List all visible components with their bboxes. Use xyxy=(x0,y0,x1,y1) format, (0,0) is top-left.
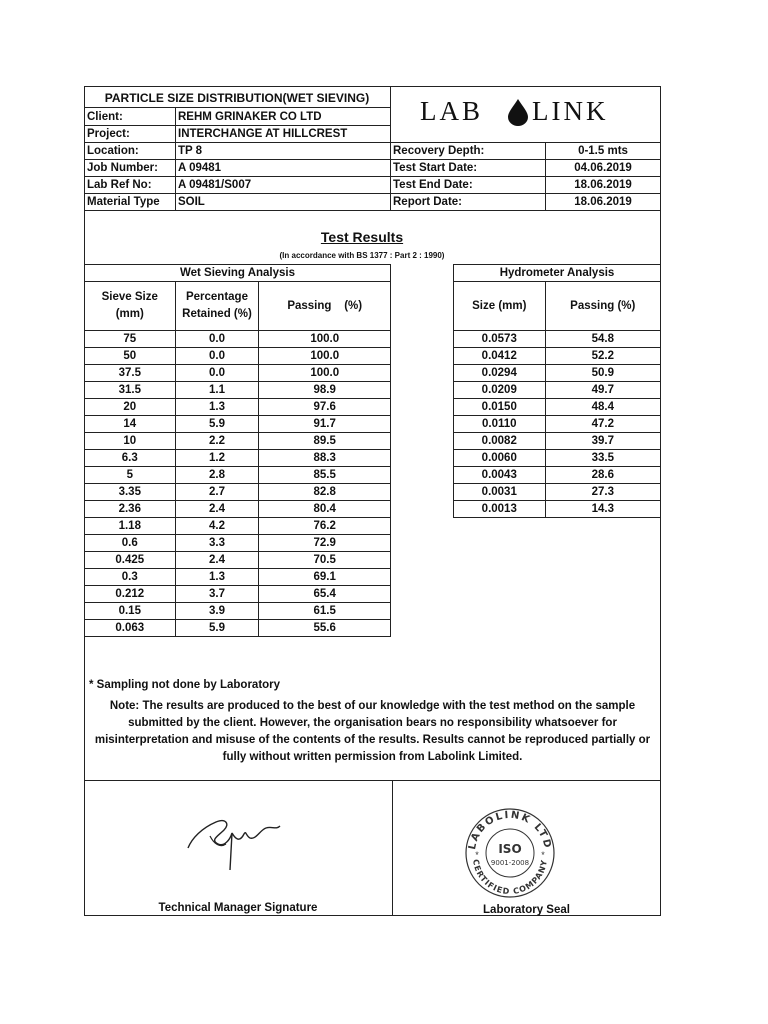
sieve-size-header-line2: (mm) xyxy=(115,308,144,320)
sieve-cell-retained: 1.2 xyxy=(175,450,259,467)
sieve-cell-sieve: 2.36 xyxy=(85,501,176,518)
sieve-cell-sieve: 31.5 xyxy=(85,382,176,399)
sieve-row xyxy=(85,535,391,552)
hydrometer-row xyxy=(454,467,661,484)
test-end-label: Test End Date: xyxy=(393,179,473,191)
hydro-cell-size: 0.0209 xyxy=(454,382,546,399)
hydrometer-body xyxy=(454,331,661,518)
sieve-cell-passing: 72.9 xyxy=(259,535,391,552)
sieve-cell-passing: 55.6 xyxy=(259,620,391,637)
sieve-cell-sieve: 0.212 xyxy=(85,586,176,603)
hydro-cell-size: 0.0294 xyxy=(454,365,546,382)
sieve-row xyxy=(85,569,391,586)
hydrometer-row xyxy=(454,331,661,348)
sieve-cell-retained: 1.3 xyxy=(175,569,259,586)
hydro-cell-passing: 27.3 xyxy=(545,484,660,501)
sieve-cell-retained: 3.9 xyxy=(175,603,259,620)
sieve-cell-retained: 4.2 xyxy=(175,518,259,535)
sieve-row xyxy=(85,331,391,348)
hydro-cell-passing: 49.7 xyxy=(545,382,660,399)
sieve-cell-retained: 2.4 xyxy=(175,501,259,518)
hydro-cell-size: 0.0150 xyxy=(454,399,546,416)
hydro-cell-passing: 14.3 xyxy=(545,501,660,518)
sieve-cell-retained: 3.3 xyxy=(175,535,259,552)
hydrometer-row xyxy=(454,501,661,518)
sieve-cell-passing: 91.7 xyxy=(259,416,391,433)
sieve-row xyxy=(85,399,391,416)
sieve-row xyxy=(85,416,391,433)
labolink-logo xyxy=(420,92,640,132)
job-number-value: A 09481 xyxy=(178,162,222,174)
project-label: Project: xyxy=(87,128,130,140)
sieve-cell-passing: 100.0 xyxy=(259,365,391,382)
recovery-depth-label: Recovery Depth: xyxy=(393,145,485,157)
sieve-cell-passing: 65.4 xyxy=(259,586,391,603)
material-type-label: Material Type xyxy=(87,196,160,208)
seal-iso: ISO xyxy=(498,842,522,856)
header-rule xyxy=(84,107,390,108)
sieve-size-header xyxy=(85,282,176,331)
sieve-row xyxy=(85,348,391,365)
seal-star-right-icon: * xyxy=(541,850,545,860)
recovery-depth-value: 0-1.5 mts xyxy=(578,145,628,157)
sieve-cell-passing: 61.5 xyxy=(259,603,391,620)
hydrometer-row xyxy=(454,450,661,467)
logo-text-right: LINK xyxy=(532,96,609,126)
hydrometer-row xyxy=(454,382,661,399)
passing-header: Passing (%) xyxy=(259,282,391,331)
footer-divider xyxy=(392,780,393,916)
sieve-row xyxy=(85,433,391,450)
sieve-cell-sieve: 0.15 xyxy=(85,603,176,620)
test-start-value: 04.06.2019 xyxy=(574,162,632,174)
sieve-cell-sieve: 6.3 xyxy=(85,450,176,467)
sieve-cell-sieve: 37.5 xyxy=(85,365,176,382)
hydro-cell-passing: 50.9 xyxy=(545,365,660,382)
sieve-cell-retained: 1.3 xyxy=(175,399,259,416)
hydro-cell-size: 0.0573 xyxy=(454,331,546,348)
sieve-cell-sieve: 5 xyxy=(85,467,176,484)
hydro-cell-passing: 54.8 xyxy=(545,331,660,348)
sieve-cell-retained: 5.9 xyxy=(175,416,259,433)
test-results-title: Test Results xyxy=(320,229,404,245)
report-date-value: 18.06.2019 xyxy=(574,196,632,208)
sieve-row xyxy=(85,365,391,382)
sieve-cell-sieve: 1.18 xyxy=(85,518,176,535)
seal-bottom-text: CERTIFIED COMPANY xyxy=(470,858,550,897)
hydro-cell-size: 0.0082 xyxy=(454,433,546,450)
sieve-cell-passing: 85.5 xyxy=(259,467,391,484)
client-value: REHM GRINAKER CO LTD xyxy=(178,111,322,123)
drop-icon xyxy=(506,98,530,126)
hydro-passing-header: Passing (%) xyxy=(545,282,660,331)
sieve-cell-sieve: 0.063 xyxy=(85,620,176,637)
logo-text-left: LAB xyxy=(420,96,483,126)
seal-top-text: LABOLINK LTD xyxy=(467,809,554,851)
sieve-row xyxy=(85,484,391,501)
sieve-cell-sieve: 20 xyxy=(85,399,176,416)
job-number-label: Job Number: xyxy=(87,162,158,174)
sieve-row xyxy=(85,501,391,518)
sieve-cell-retained: 1.1 xyxy=(175,382,259,399)
hydro-size-header: Size (mm) xyxy=(454,282,546,331)
sieve-row xyxy=(85,603,391,620)
sieve-cell-passing: 80.4 xyxy=(259,501,391,518)
sieve-cell-retained: 0.0 xyxy=(175,331,259,348)
wet-sieving-body xyxy=(85,331,391,637)
sieve-cell-retained: 2.7 xyxy=(175,484,259,501)
hydrometer-row xyxy=(454,348,661,365)
hydro-cell-passing: 47.2 xyxy=(545,416,660,433)
note-line-2: submitted by the client. However, the organisation bears no responsibility whatsoever for xyxy=(128,717,617,729)
hydrometer-row xyxy=(454,416,661,433)
sieve-cell-sieve: 0.6 xyxy=(85,535,176,552)
hydro-cell-size: 0.0013 xyxy=(454,501,546,518)
sieve-cell-passing: 76.2 xyxy=(259,518,391,535)
header-divider xyxy=(390,86,391,210)
sieve-row xyxy=(85,620,391,637)
location-value: TP 8 xyxy=(178,145,203,157)
seal-star-left-icon: * xyxy=(475,850,479,860)
seal-graphic xyxy=(455,803,565,898)
hydro-cell-size: 0.0110 xyxy=(454,416,546,433)
seal-label: Laboratory Seal xyxy=(483,904,570,916)
wet-sieving-title: Wet Sieving Analysis xyxy=(85,265,391,282)
report-date-label: Report Date: xyxy=(393,196,463,208)
sieve-cell-retained: 0.0 xyxy=(175,365,259,382)
test-end-value: 18.06.2019 xyxy=(574,179,632,191)
hydro-cell-passing: 39.7 xyxy=(545,433,660,450)
header-divider xyxy=(175,107,176,210)
hydrometer-table xyxy=(453,264,661,518)
wet-sieving-table xyxy=(84,264,391,637)
sieve-cell-retained: 2.4 xyxy=(175,552,259,569)
sieve-cell-passing: 97.6 xyxy=(259,399,391,416)
sieve-row xyxy=(85,450,391,467)
hydrometer-title: Hydrometer Analysis xyxy=(454,265,661,282)
retained-header xyxy=(175,282,259,331)
sieve-cell-passing: 88.3 xyxy=(259,450,391,467)
sieve-row xyxy=(85,382,391,399)
sieve-cell-passing: 98.9 xyxy=(259,382,391,399)
sieve-cell-sieve: 75 xyxy=(85,331,176,348)
test-start-label: Test Start Date: xyxy=(393,162,478,174)
material-type-value: SOIL xyxy=(178,196,205,208)
location-label: Location: xyxy=(87,145,139,157)
hydrometer-header-row xyxy=(454,282,661,331)
footer-rule xyxy=(84,780,661,781)
hydrometer-row xyxy=(454,484,661,501)
sieve-cell-sieve: 14 xyxy=(85,416,176,433)
sieve-row xyxy=(85,586,391,603)
sampling-note: * Sampling not done by Laboratory xyxy=(89,679,281,691)
hydro-cell-size: 0.0043 xyxy=(454,467,546,484)
laboratory-seal xyxy=(455,803,565,898)
sieve-cell-sieve: 0.3 xyxy=(85,569,176,586)
sieve-cell-passing: 69.1 xyxy=(259,569,391,586)
sieve-cell-retained: 3.7 xyxy=(175,586,259,603)
hydro-cell-passing: 33.5 xyxy=(545,450,660,467)
sieve-row xyxy=(85,552,391,569)
sieve-cell-passing: 70.5 xyxy=(259,552,391,569)
hydro-cell-size: 0.0412 xyxy=(454,348,546,365)
wet-sieving-header-row xyxy=(85,282,391,331)
sieve-cell-retained: 0.0 xyxy=(175,348,259,365)
standard-note: (In accordance with BS 1377 : Part 2 : 1990) xyxy=(279,251,445,260)
hydrometer-row xyxy=(454,365,661,382)
sieve-cell-sieve: 0.425 xyxy=(85,552,176,569)
hydrometer-row xyxy=(454,399,661,416)
hydro-cell-passing: 28.6 xyxy=(545,467,660,484)
sieve-cell-passing: 82.8 xyxy=(259,484,391,501)
sieve-cell-retained: 2.8 xyxy=(175,467,259,484)
hydrometer-row xyxy=(454,433,661,450)
note-line-3: misinterpretation and misuse of the contents of the results. Results cannot be reproduced partially or xyxy=(94,734,651,746)
signature-image xyxy=(180,800,290,875)
retained-header-line1: Percentage xyxy=(185,291,248,303)
retained-header-line2: Retained (%) xyxy=(182,308,252,320)
sieve-cell-retained: 5.9 xyxy=(175,620,259,637)
header-rule xyxy=(84,210,661,211)
project-value: INTERCHANGE AT HILLCREST xyxy=(178,128,348,140)
lab-ref-label: Lab Ref No: xyxy=(87,179,152,191)
sieve-cell-retained: 2.2 xyxy=(175,433,259,450)
hydro-cell-size: 0.0031 xyxy=(454,484,546,501)
hydro-cell-passing: 52.2 xyxy=(545,348,660,365)
hydro-cell-size: 0.0060 xyxy=(454,450,546,467)
hydro-cell-passing: 48.4 xyxy=(545,399,660,416)
sieve-cell-sieve: 50 xyxy=(85,348,176,365)
report-title: PARTICLE SIZE DISTRIBUTION(WET SIEVING) xyxy=(104,91,370,105)
sieve-size-header-line1: Sieve Size xyxy=(101,291,158,303)
sieve-cell-passing: 89.5 xyxy=(259,433,391,450)
client-label: Client: xyxy=(87,111,123,123)
sieve-cell-passing: 100.0 xyxy=(259,348,391,365)
sieve-cell-passing: 100.0 xyxy=(259,331,391,348)
sieve-row xyxy=(85,467,391,484)
note-line-4: fully without written permission from Labolink Limited. xyxy=(222,751,523,763)
signature-label: Technical Manager Signature xyxy=(158,902,318,914)
note-line-1: Note: The results are produced to the best of our knowledge with the test method on the sample xyxy=(109,700,636,712)
sieve-cell-sieve: 3.35 xyxy=(85,484,176,501)
seal-iso-number: 9001-2008 xyxy=(490,859,530,867)
sieve-cell-sieve: 10 xyxy=(85,433,176,450)
sieve-row xyxy=(85,518,391,535)
lab-ref-value: A 09481/S007 xyxy=(178,179,252,191)
